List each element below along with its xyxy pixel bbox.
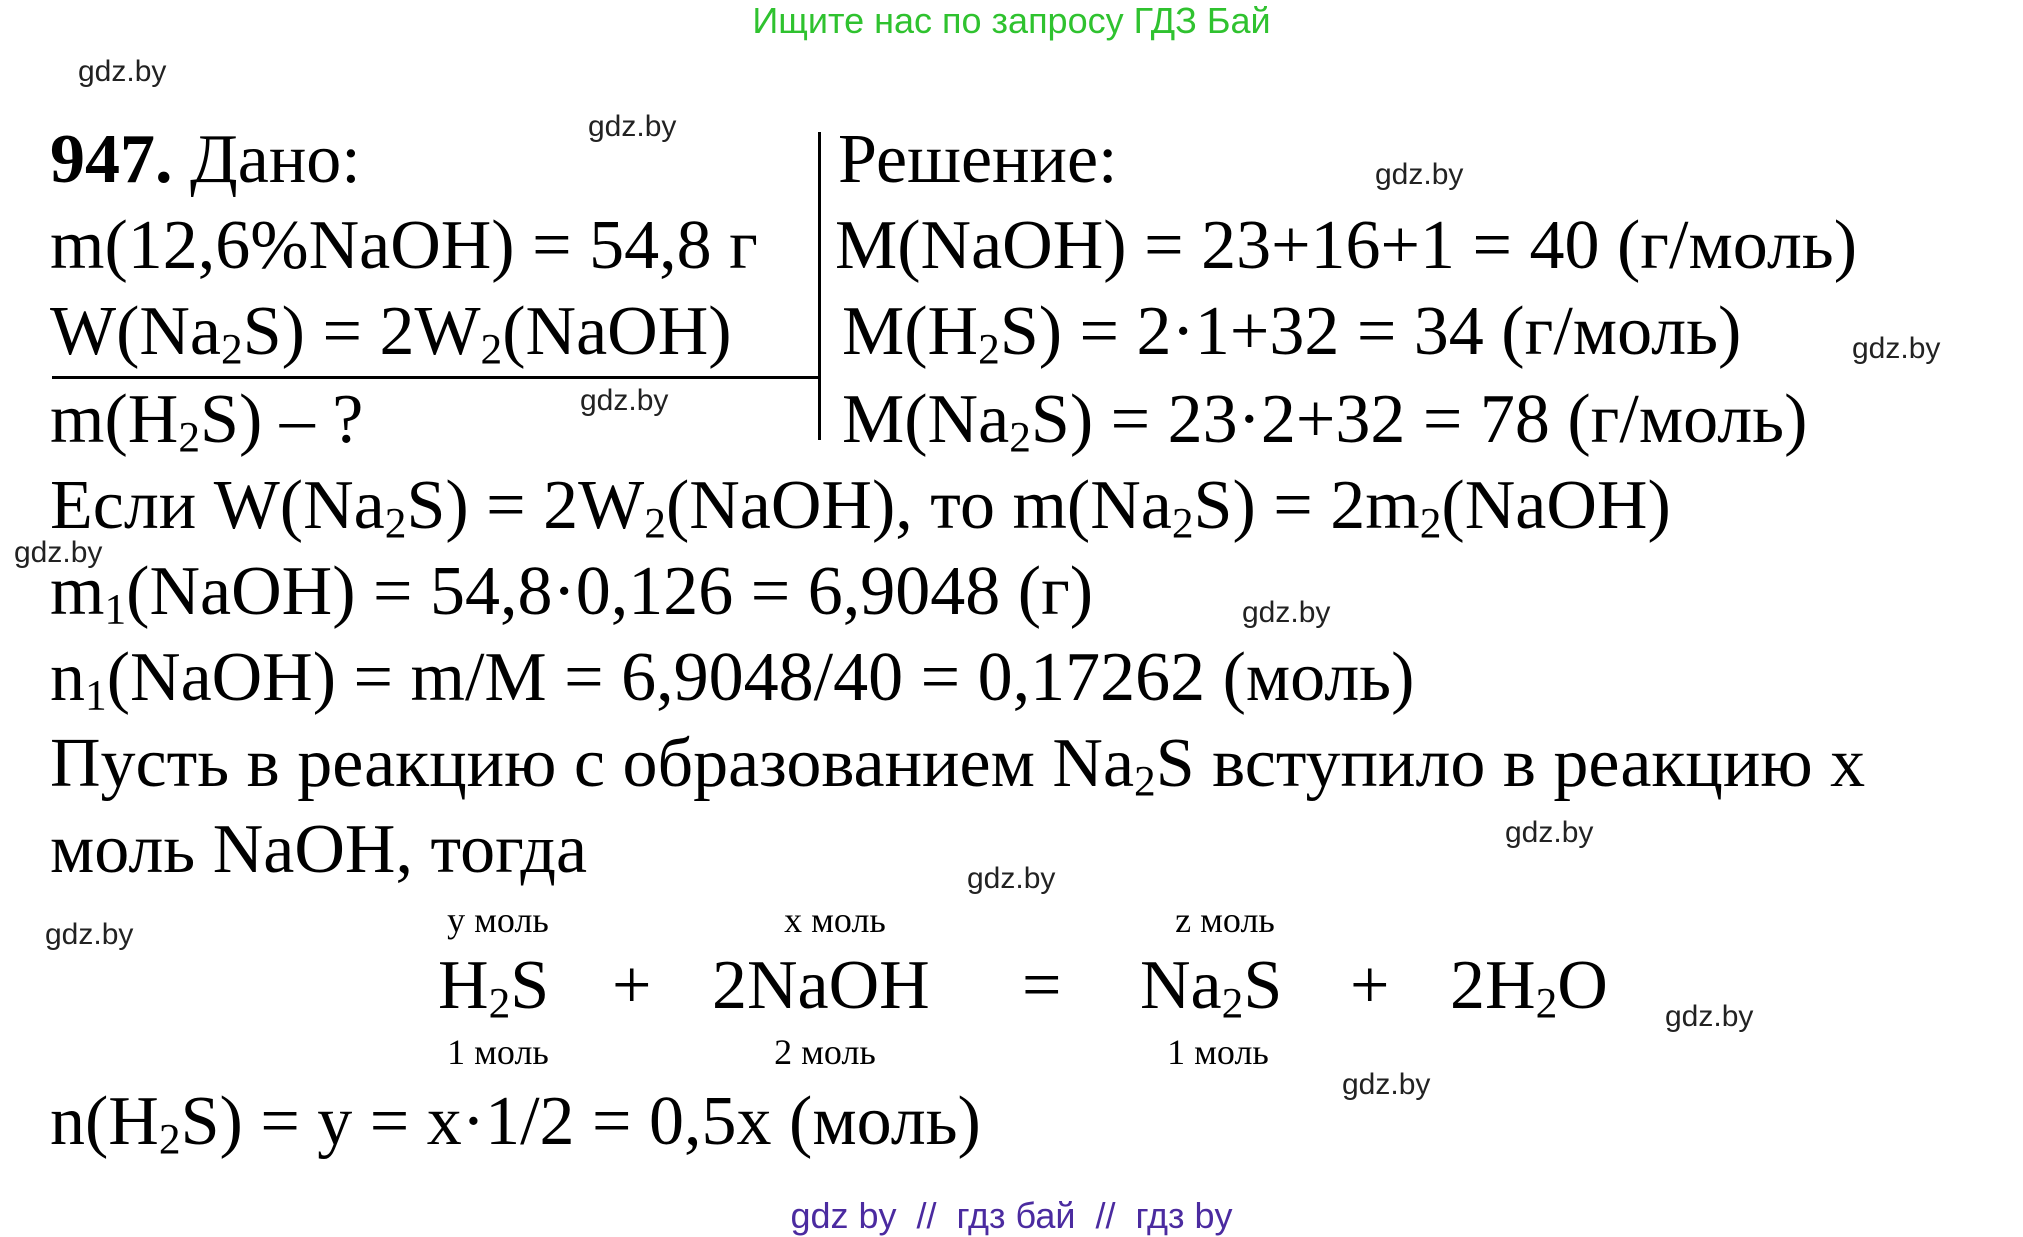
eq-na2s: $Na_2S$ bbox=[1140, 947, 1283, 1028]
watermark: gdz.by bbox=[14, 536, 103, 569]
given-line-2: $W(Na_2S)$ = $2W_2(NaOH)$ bbox=[50, 293, 732, 374]
eq-equals: = bbox=[1022, 947, 1062, 1024]
body-line-5: моль NaOH, тогда bbox=[50, 811, 588, 888]
eq-plus-1: + bbox=[612, 947, 652, 1024]
eq-h2s: $H_2S$ bbox=[438, 947, 550, 1028]
given-divider-horizontal bbox=[52, 376, 820, 379]
watermark: gdz.by bbox=[580, 384, 669, 417]
watermark: gdz.by bbox=[45, 918, 134, 951]
body-line-1: Если $W(Na_2S)$ = $2W_2(NaOH)$, то $m(Na_2S)$ = $2m_2(NaOH)$ bbox=[50, 467, 1671, 548]
eq-above-naoh: x моль bbox=[784, 900, 886, 940]
problem-number: 947. bbox=[50, 121, 173, 198]
eq-below-na2s: 1 моль bbox=[1167, 1032, 1269, 1072]
watermark: gdz.by bbox=[78, 55, 167, 88]
watermark: gdz.by bbox=[1342, 1068, 1431, 1101]
body-line-3: $n_1(NaOH) = m/M = 6,9048/40 = 0,17262$ (моль) bbox=[50, 639, 1415, 720]
eq-above-h2s: y моль bbox=[447, 900, 549, 940]
problem-header bbox=[50, 120, 361, 200]
bottom-banner: gdz by // гдз бай // гдз by bbox=[790, 1195, 1233, 1236]
watermark: gdz.by bbox=[1852, 332, 1941, 365]
body-line-4: Пусть в реакцию с образованием $Na_2S$ вступило в реакцию x bbox=[50, 725, 1866, 806]
watermark: gdz.by bbox=[1665, 1000, 1754, 1033]
eq-below-h2s: 1 моль bbox=[447, 1032, 549, 1072]
watermark: gdz.by bbox=[588, 110, 677, 143]
eq-plus-2: + bbox=[1350, 947, 1390, 1024]
given-title: Дано: bbox=[190, 121, 361, 198]
body-line-6: $n(H_2S) = y = x\cdot 1/2 = 0,5x$ (моль) bbox=[50, 1083, 981, 1164]
top-banner: Ищите нас по запросу ГДЗ Бай bbox=[752, 0, 1271, 41]
watermark: gdz.by bbox=[1242, 596, 1331, 629]
eq-above-na2s: z моль bbox=[1175, 900, 1275, 940]
eq-below-naoh: 2 моль bbox=[774, 1032, 876, 1072]
given-line-3: $m(H_2S)$ – ? bbox=[50, 381, 364, 462]
watermark: gdz.by bbox=[1505, 816, 1594, 849]
solution-line-2: $M(H_2S) = 2\cdot 1+32 = 34$ (г/моль) bbox=[842, 293, 1742, 374]
watermark: gdz.by bbox=[967, 862, 1056, 895]
solution-title: Решение: bbox=[838, 121, 1118, 198]
solution-line-3: $M(Na_2S) = 23\cdot 2+32 = 78$ (г/моль) bbox=[842, 381, 1808, 462]
eq-water: $2H_2O$ bbox=[1450, 947, 1608, 1028]
given-line-1: m(12,6%NaOH) = 54,8 г bbox=[50, 207, 758, 284]
watermark: gdz.by bbox=[1375, 158, 1464, 191]
body-line-2: $m_1(NaOH) = 54,8\cdot 0,126 = 6,9048$ (г) bbox=[50, 553, 1094, 634]
eq-naoh: 2NaOH bbox=[712, 947, 930, 1024]
solution-line-1: M(NaOH) = 23+16+1 = 40 (г/моль) bbox=[835, 207, 1858, 284]
given-divider-vertical bbox=[818, 132, 821, 440]
